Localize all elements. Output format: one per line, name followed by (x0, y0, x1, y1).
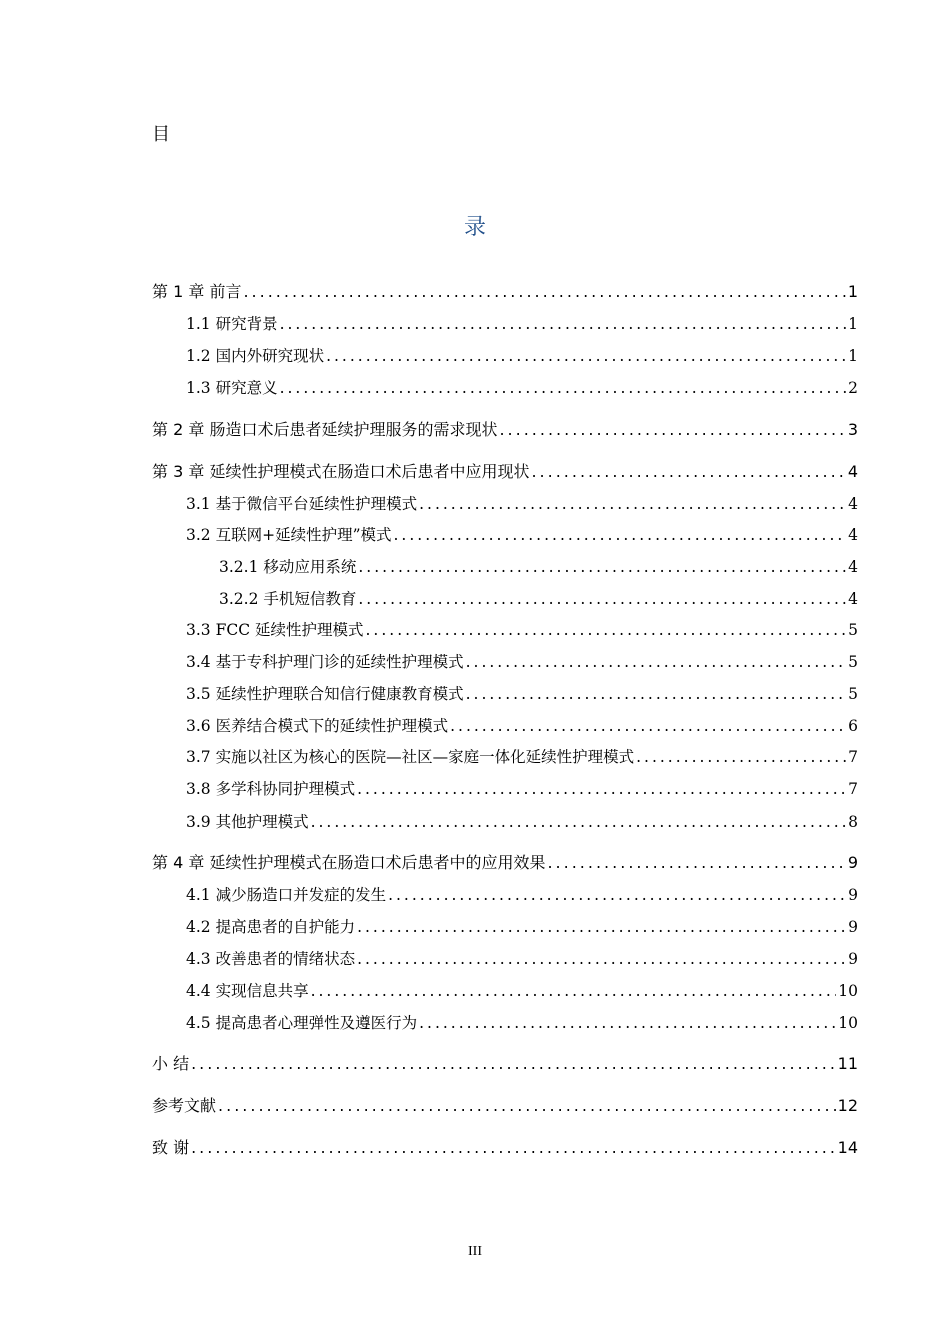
toc-entry-page: 1 (847, 282, 858, 301)
toc-chapter-entry[interactable] (152, 1094, 858, 1118)
toc-entry-page: 10 (838, 982, 858, 1000)
toc-dot-leader (394, 523, 847, 547)
toc-dot-leader (466, 650, 847, 674)
toc-entry-page: 11 (837, 1054, 858, 1073)
footer-page-number: III (468, 1244, 482, 1259)
toc-entry-label: 1.2 国内外研究现状 (186, 347, 325, 365)
toc-entry-page: 8 (848, 813, 858, 831)
toc-chapter-entry[interactable] (152, 418, 858, 442)
toc-entry-label: 3.2.1 移动应用系统 (219, 558, 357, 576)
toc-entry-label: 1.1 研究背景 (186, 315, 278, 333)
toc-entry-page: 9 (848, 950, 858, 968)
toc-section-entry[interactable] (152, 1011, 858, 1035)
toc-entry-label: 3.6 医养结合模式下的延续性护理模式 (186, 717, 449, 735)
toc-dot-leader (547, 851, 845, 875)
toc-dot-leader (365, 618, 846, 642)
toc-entry-page: 9 (848, 886, 858, 904)
toc-entry-label: 3.8 多学科协同护理模式 (186, 780, 356, 798)
toc-dot-leader (218, 1094, 836, 1118)
toc-entry-page: 5 (848, 685, 858, 703)
toc-entry-label: 致 谢 (152, 1138, 190, 1157)
toc-section-entry[interactable] (152, 883, 858, 907)
toc-entry-label: 3.9 其他护理模式 (186, 813, 309, 831)
toc-section-entry[interactable] (152, 915, 858, 939)
toc-section-entry[interactable] (152, 947, 858, 971)
toc-dot-leader (466, 682, 847, 706)
toc-entry-label: 3.3 FCC 延续性护理模式 (186, 621, 364, 639)
toc-entry-page: 1 (848, 315, 858, 333)
toc-section-entry[interactable] (152, 492, 858, 516)
toc-dot-leader (499, 418, 845, 442)
toc-title-part2: 录 (463, 215, 486, 240)
toc-entry-label: 第 1 章 前言 (152, 282, 242, 301)
toc-section-entry[interactable] (152, 682, 858, 706)
toc-entry-label: 第 4 章 延续性护理模式在肠造口术后患者中的应用效果 (152, 853, 546, 872)
toc-entry-label: 4.3 改善患者的情绪状态 (186, 950, 356, 968)
toc-entry-label: 参考文献 (152, 1096, 217, 1115)
toc-title-part1: 目 (152, 124, 170, 145)
toc-entry-label: 小 结 (152, 1054, 190, 1073)
toc-section-entry[interactable] (152, 376, 858, 400)
toc-dot-leader (357, 947, 846, 971)
toc-entry-page: 7 (848, 780, 858, 798)
toc-entry-page: 12 (837, 1096, 858, 1115)
toc-section-entry[interactable] (152, 555, 858, 579)
toc-section-entry[interactable] (152, 587, 858, 611)
toc-entry-page: 7 (848, 748, 858, 766)
toc-section-entry[interactable] (152, 344, 858, 368)
toc-entry-page: 14 (837, 1138, 858, 1157)
toc-section-entry[interactable] (152, 714, 858, 738)
toc-entry-page: 10 (838, 1014, 858, 1032)
toc-entry-page: 2 (848, 379, 858, 397)
toc-entry-page: 3 (847, 420, 858, 439)
toc-dot-leader (311, 810, 847, 834)
toc-entry-label: 4.4 实现信息共享 (186, 982, 309, 1000)
toc-dot-leader (358, 587, 846, 611)
toc-entry-page: 5 (848, 653, 858, 671)
toc-entry-label: 4.1 减少肠造口并发症的发生 (186, 886, 387, 904)
toc-entry-label: 3.7 实施以社区为核心的医院—社区—家庭一体化延续性护理模式 (186, 748, 635, 766)
toc-entry-page: 6 (848, 717, 858, 735)
toc-section-entry[interactable] (152, 777, 858, 801)
toc-dot-leader (636, 745, 846, 769)
toc-section-entry[interactable] (152, 650, 858, 674)
toc-dot-leader (388, 883, 846, 907)
toc-section-entry[interactable] (152, 618, 858, 642)
toc-entry-page: 9 (848, 918, 858, 936)
toc-dot-leader (191, 1052, 836, 1076)
toc-entry-page: 9 (847, 853, 858, 872)
toc-entry-label: 4.2 提高患者的自护能力 (186, 918, 356, 936)
toc-section-entry[interactable] (152, 810, 858, 834)
toc-dot-leader (358, 555, 846, 579)
toc-chapter-entry[interactable] (152, 1136, 858, 1160)
toc-dot-leader (419, 492, 846, 516)
toc-entry-page: 4 (848, 526, 858, 544)
toc-dot-leader (326, 344, 846, 368)
toc-entry-label: 第 2 章 肠造口术后患者延续护理服务的需求现状 (152, 420, 498, 439)
toc-entry-page: 1 (848, 347, 858, 365)
toc-chapter-entry[interactable] (152, 1052, 858, 1076)
toc-section-entry[interactable] (152, 979, 858, 1003)
toc-entry-page: 5 (848, 621, 858, 639)
toc-section-entry[interactable] (152, 745, 858, 769)
toc-entry-page: 4 (848, 495, 858, 513)
toc-chapter-entry[interactable] (152, 280, 858, 304)
toc-entry-label: 3.5 延续性护理联合知信行健康教育模式 (186, 685, 464, 703)
toc-entry-label: 3.2.2 手机短信教育 (219, 590, 357, 608)
toc-dot-leader (311, 979, 837, 1003)
toc-dot-leader (191, 1136, 836, 1160)
toc-dot-leader (357, 915, 846, 939)
toc-dot-leader (243, 280, 845, 304)
toc-entry-label: 1.3 研究意义 (186, 379, 278, 397)
toc-entry-label: 3.2 互联网+延续性护理”模式 (186, 526, 392, 544)
toc-chapter-entry[interactable] (152, 851, 858, 875)
toc-dot-leader (419, 1011, 836, 1035)
toc-section-entry[interactable] (152, 312, 858, 336)
toc-entry-label: 第 3 章 延续性护理模式在肠造口术后患者中应用现状 (152, 462, 530, 481)
toc-dot-leader (531, 460, 845, 484)
toc-entry-page: 4 (848, 558, 858, 576)
toc-entry-label: 4.5 提高患者心理弹性及遵医行为 (186, 1014, 418, 1032)
toc-section-entry[interactable] (152, 523, 858, 547)
toc-dot-leader (280, 312, 847, 336)
toc-chapter-entry[interactable] (152, 460, 858, 484)
toc-entry-label: 3.4 基于专科护理门诊的延续性护理模式 (186, 653, 464, 671)
toc-dot-leader (357, 777, 846, 801)
toc-dot-leader (280, 376, 847, 400)
toc-entry-page: 4 (847, 462, 858, 481)
toc-entry-label: 3.1 基于微信平台延续性护理模式 (186, 495, 418, 513)
toc-dot-leader (450, 714, 846, 738)
toc-entry-page: 4 (848, 590, 858, 608)
